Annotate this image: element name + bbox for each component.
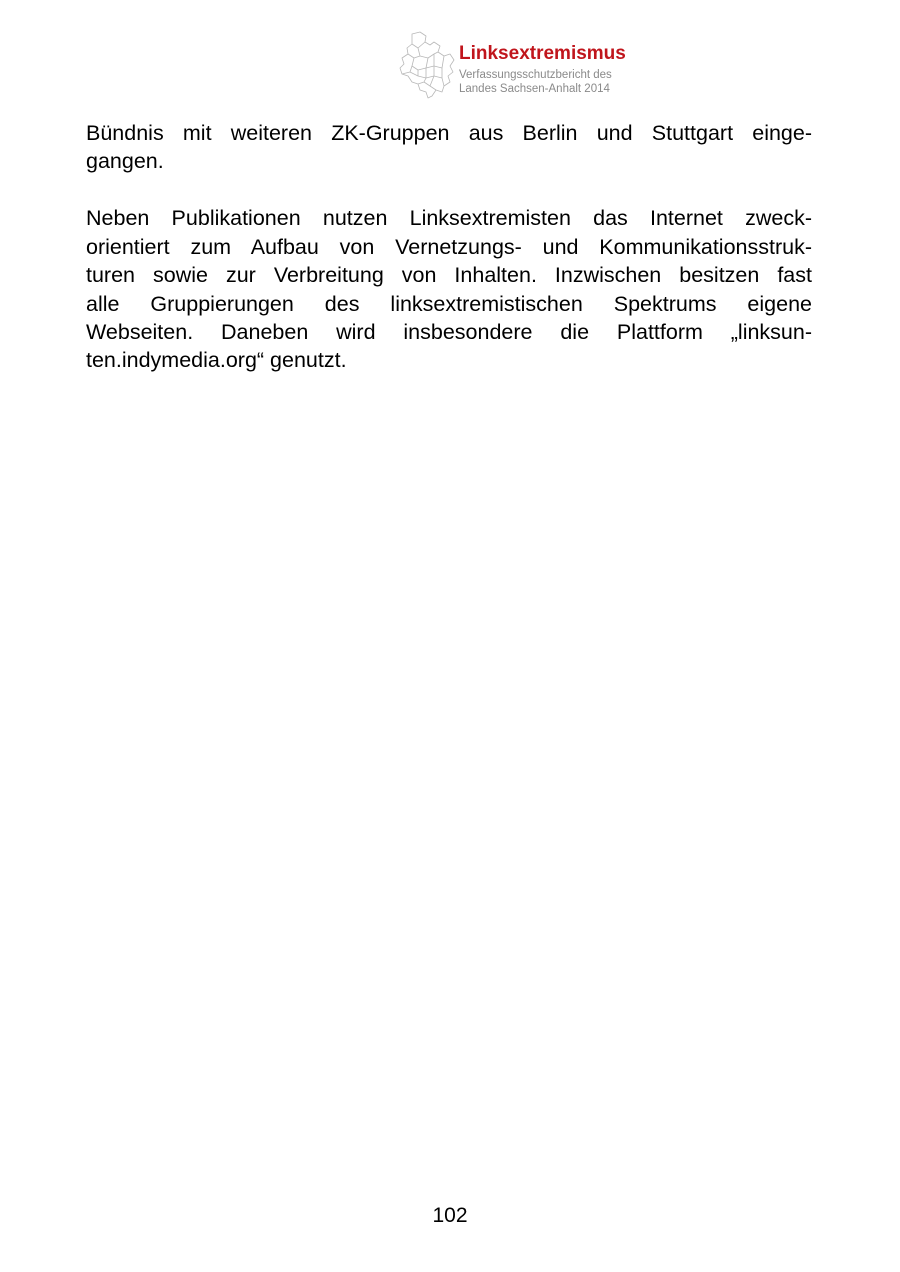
sachsen-anhalt-map-icon: [398, 30, 456, 100]
text-line: Webseiten. Daneben wird insbesondere die Plattform „linksun-: [86, 319, 812, 344]
page-header: [398, 30, 698, 102]
paragraph: [86, 119, 812, 176]
text-line: turen sowie zur Verbreitung von Inhalten. Inzwischen besitzen fast: [86, 263, 812, 288]
header-subtitle-line2: Landes Sachsen-Anhalt 2014: [459, 83, 610, 95]
text-line: ten.indymedia.org“ genutzt.: [86, 348, 347, 373]
body-text: [86, 119, 812, 375]
text-line: Bündnis mit weiteren ZK-Gruppen aus Berlin und Stuttgart einge-: [86, 121, 812, 145]
header-title: Linksextremismus: [459, 43, 626, 64]
text-line: orientiert zum Aufbau von Vernetzungs- und Kommunikationsstruk-: [86, 234, 812, 259]
header-subtitle-line1: Verfassungsschutzbericht des: [459, 69, 612, 81]
paragraph: [86, 204, 812, 374]
page-number: 102: [432, 1204, 468, 1227]
text-line: alle Gruppierungen des linksextremistischen Spektrums eigene: [86, 291, 812, 316]
text-line: gangen.: [86, 149, 164, 174]
text-line: Neben Publikationen nutzen Linksextremisten das Internet zweck-: [86, 206, 812, 231]
